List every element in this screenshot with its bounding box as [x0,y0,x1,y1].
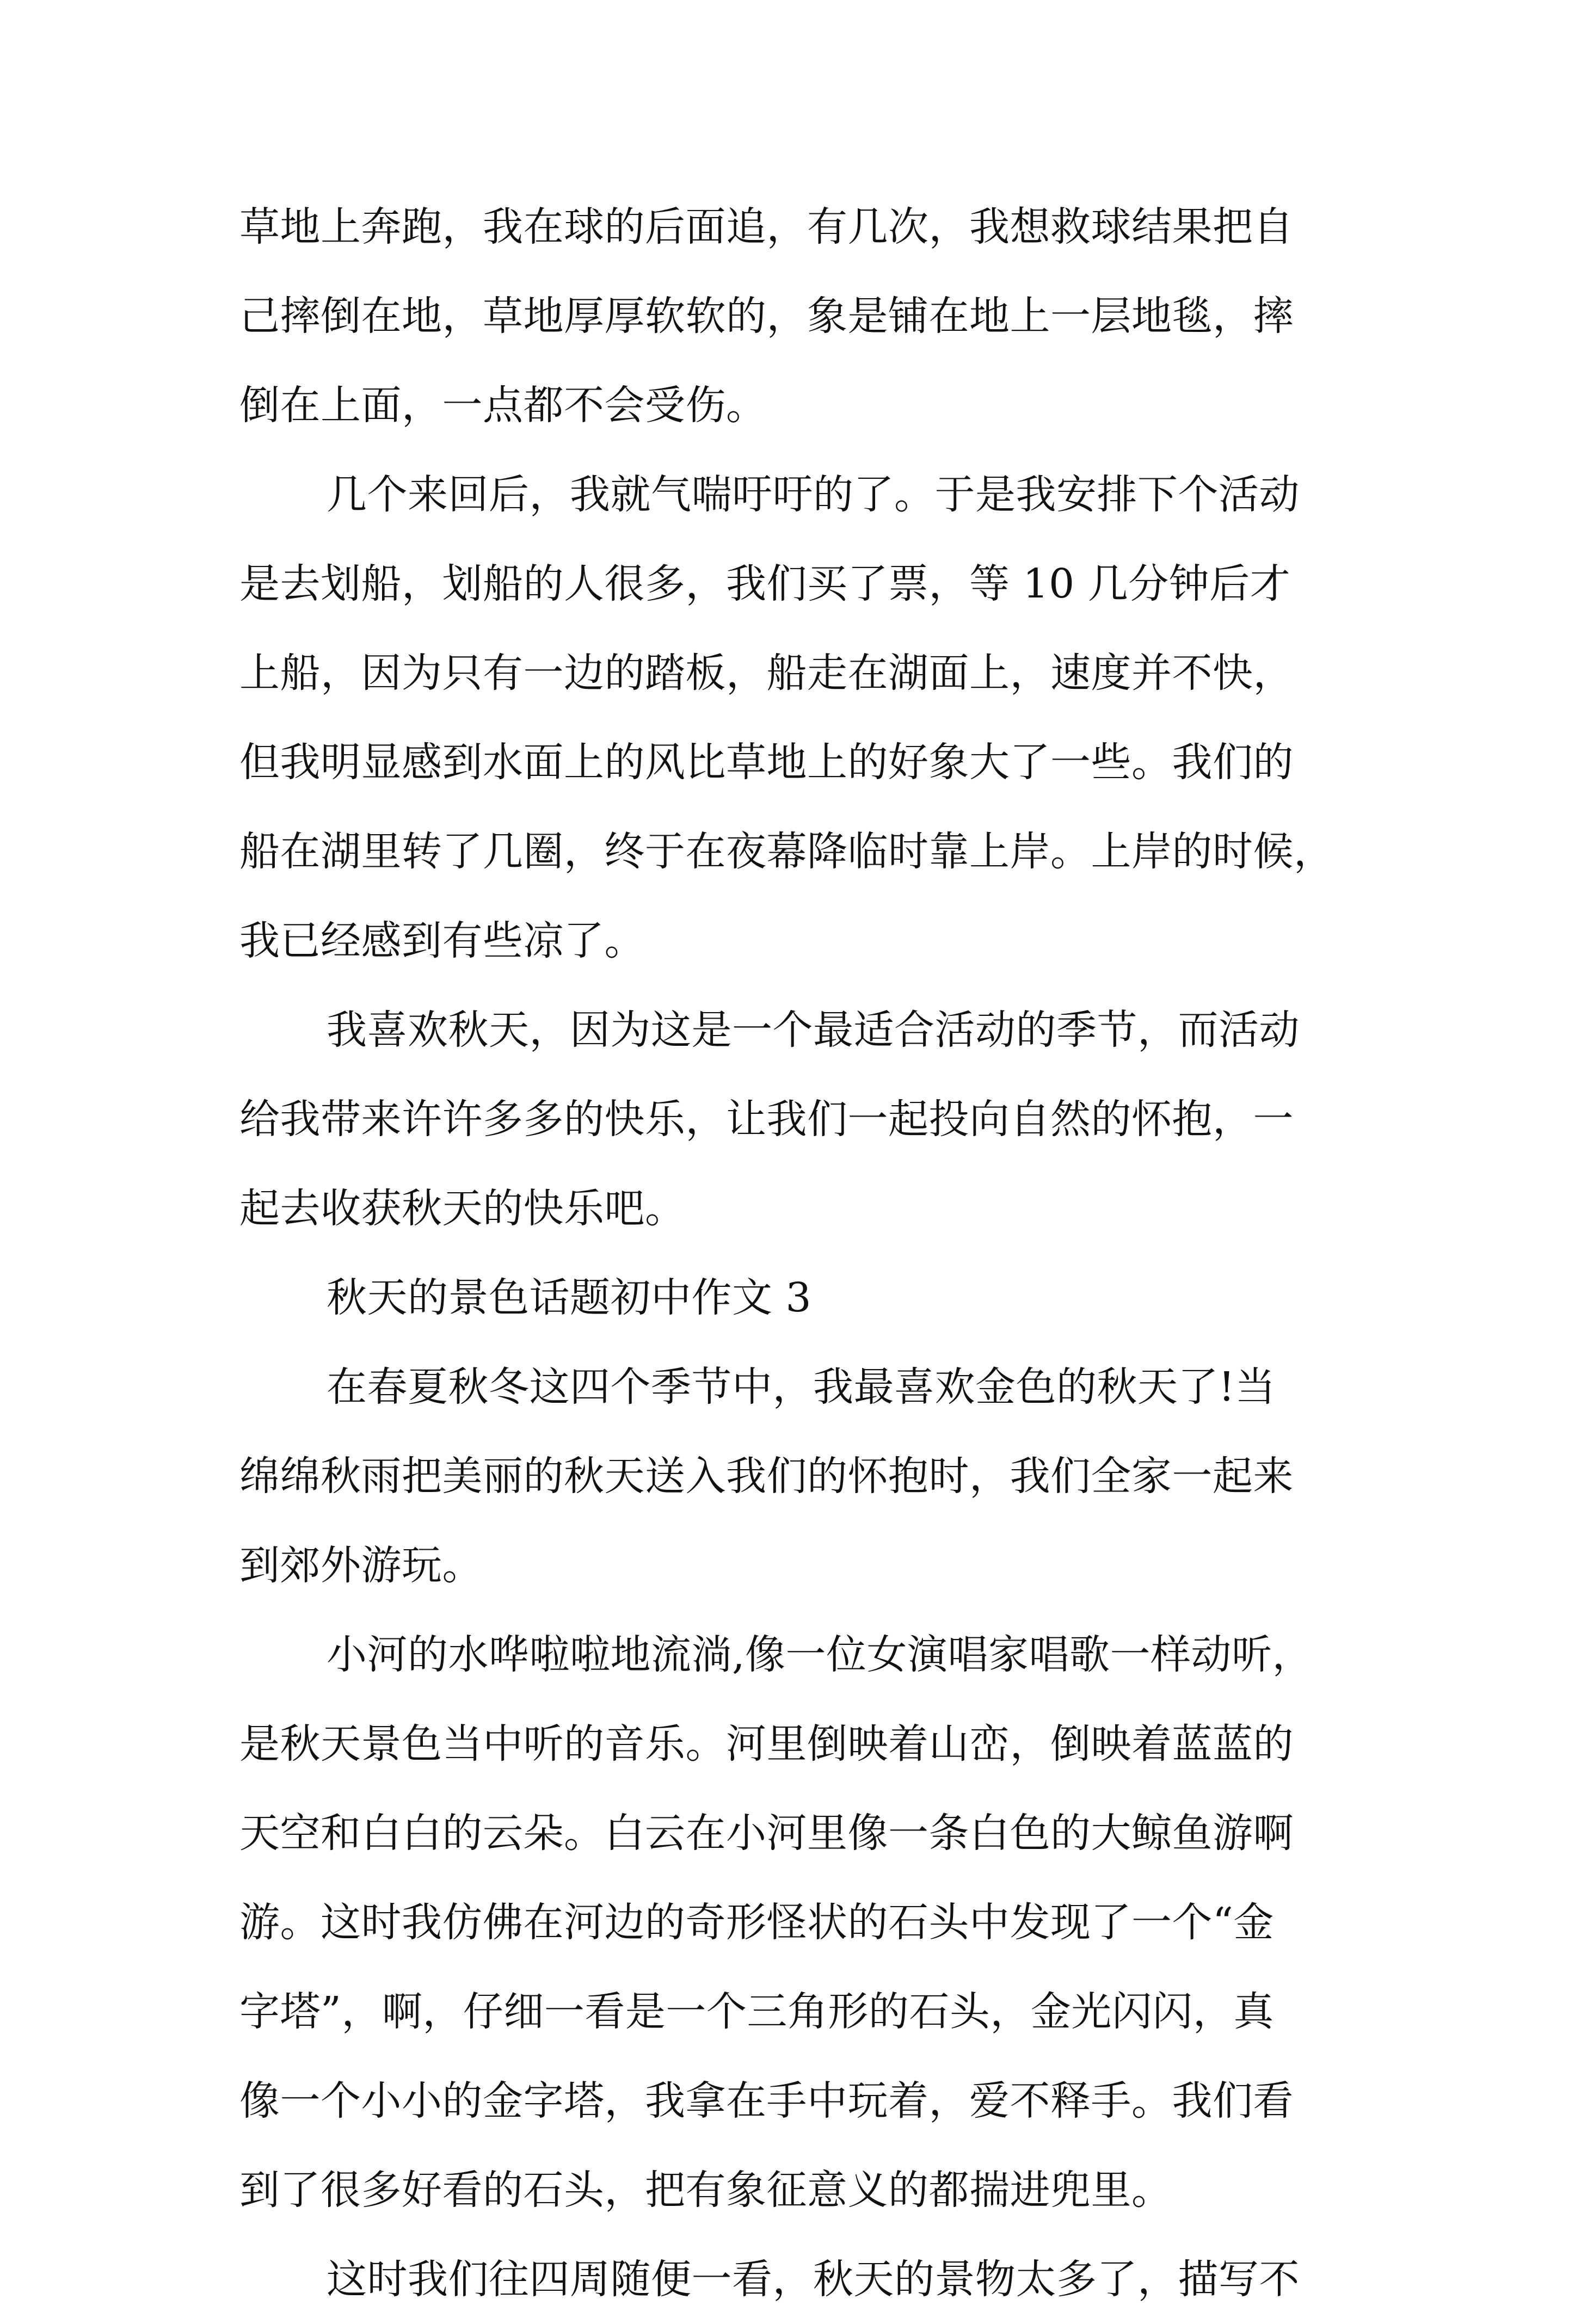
text-line: 给我带来许许多多的快乐，让我们一起投向自然的怀抱，一 [239,1096,1294,1143]
document-body [239,182,1344,2324]
paragraph-start-line: 小河的水哗啦啦地流淌,像一位女演唱家唱歌一样动听， [327,1631,1313,1678]
text-line: 船在湖里转了几圈，终于在夜幕降临时靠上岸。上岸的时候， [239,828,1334,875]
text-line: 己摔倒在地，草地厚厚软软的，象是铺在地上一层地毯，摔 [239,293,1294,340]
text-line: 倒在上面，一点都不会受伤。 [239,382,767,429]
text-line: 绵绵秋雨把美丽的秋天送入我们的怀抱时，我们全家一起来 [239,1453,1294,1500]
text-line: 到郊外游玩。 [239,1542,483,1589]
text-line: 像一个小小的金字塔，我拿在手中玩着，爱不释手。我们看 [239,2078,1294,2124]
section-title: 秋天的景色话题初中作文 3 [327,1274,812,1321]
text-line: 是去划船，划船的人很多，我们买了票，等 10 几分钟后才 [239,560,1291,607]
text-line: 到了很多好看的石头，把有象征意义的都揣进兜里。 [239,2167,1172,2214]
text-line: 草地上奔跑，我在球的后面追，有几次，我想救球结果把自 [239,204,1294,250]
paragraph-start-line: 在春夏秋冬这四个季节中，我最喜欢金色的秋天了!当 [327,1364,1276,1410]
text-line: 上船，因为只有一边的踏板，船走在湖面上，速度并不快， [239,650,1294,696]
text-line: 但我明显感到水面上的风比草地上的好象大了一些。我们的 [239,739,1294,786]
text-line: 天空和白白的云朵。白云在小河里像一条白色的大鲸鱼游啊 [239,1810,1294,1857]
text-line: 我已经感到有些凉了。 [239,917,645,964]
paragraph-start-line: 几个来回后，我就气喘吁吁的了。于是我安排下个活动 [327,471,1300,518]
text-line: 游。这时我仿佛在河边的奇形怪状的石头中发现了一个“金 [239,1899,1274,1946]
paragraph-start-line: 我喜欢秋天，因为这是一个最适合活动的季节，而活动 [327,1007,1300,1053]
text-line: 起去收获秋天的快乐吧。 [239,1185,686,1232]
text-line: 是秋天景色当中听的音乐。河里倒映着山峦，倒映着蓝蓝的 [239,1721,1294,1767]
text-line: 字塔”，啊，仔细一看是一个三角形的石头，金光闪闪，真 [239,1988,1274,2035]
paragraph-start-line: 这时我们往四周随便一看，秋天的景物太多了，描写不 [327,2256,1300,2303]
